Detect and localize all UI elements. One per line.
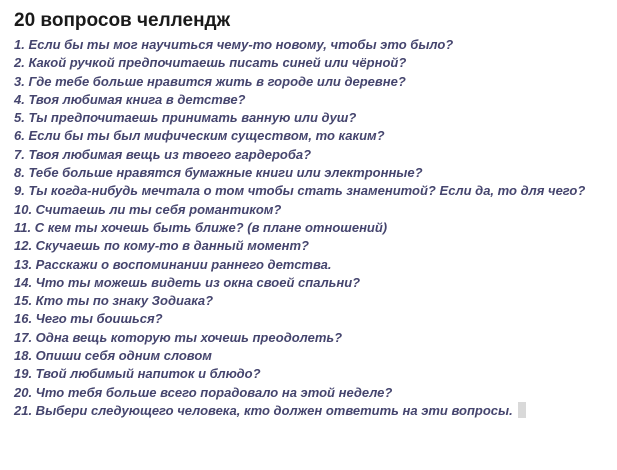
question-text: 6. Если бы ты был мифическим существом, то каким? — [14, 128, 385, 144]
question-list — [14, 36, 610, 420]
question-item — [14, 36, 610, 54]
question-item — [14, 347, 610, 365]
question-item — [14, 127, 610, 145]
question-text: 13. Расскажи о воспоминании раннего детства. — [14, 256, 332, 272]
question-text: 7. Твоя любимая вещь из твоего гардероба? — [14, 146, 312, 162]
document-page — [14, 8, 610, 420]
question-text: 2. Какой ручкой предпочитаешь писать синей или чёрной? — [14, 55, 407, 71]
question-item — [14, 54, 610, 72]
question-text: 14. Что ты можешь видеть из окна своей спальни? — [14, 274, 361, 290]
question-item — [14, 256, 610, 274]
text-cursor — [518, 402, 526, 418]
question-text: 21. Выбери следующего человека, кто должен ответить на эти вопросы. — [14, 402, 513, 418]
question-text: 1. Если бы ты мог научиться чему-то новому, чтобы это было? — [14, 37, 454, 52]
question-text: 19. Твой любимый напиток и блюдо? — [14, 366, 261, 382]
question-text: 5. Ты предпочитаешь принимать ванную или душ? — [14, 110, 357, 126]
question-item — [14, 274, 610, 292]
question-item — [14, 201, 610, 219]
question-item — [14, 292, 610, 310]
question-item — [14, 402, 610, 420]
question-text: 4. Твоя любимая книга в детстве? — [14, 91, 246, 107]
question-item — [14, 329, 610, 347]
question-item — [14, 219, 610, 237]
question-item — [14, 73, 610, 91]
question-item — [14, 91, 610, 109]
question-item — [14, 182, 610, 200]
question-text: 17. Одна вещь которую ты хочешь преодолеть? — [14, 329, 343, 345]
question-text: 3. Где тебе больше нравится жить в городе или деревне? — [14, 73, 406, 89]
question-item — [14, 310, 610, 328]
question-text: 18. Опиши себя одним словом — [14, 348, 212, 364]
question-text: 11. С кем ты хочешь быть ближе? (в плане отношений) — [14, 219, 388, 235]
question-text: 12. Скучаешь по кому-то в данный момент? — [14, 238, 309, 254]
question-item — [14, 146, 610, 164]
document-title: 20 вопросов челлендж — [14, 10, 231, 31]
question-item — [14, 384, 610, 402]
question-text: 8. Тебе больше нравятся бумажные книги или электронные? — [14, 165, 423, 181]
question-text: 16. Чего ты боишься? — [14, 311, 163, 327]
question-text: 15. Кто ты по знаку Зодиака? — [14, 293, 214, 309]
question-text: 9. Ты когда-нибудь мечтала о том чтобы стать знаменитой? Если да, то для чего? — [14, 183, 586, 199]
question-text: 10. Считаешь ли ты себя романтиком? — [14, 201, 282, 217]
question-item — [14, 365, 610, 383]
question-item — [14, 164, 610, 182]
question-item — [14, 109, 610, 127]
question-item — [14, 237, 610, 255]
question-text: 20. Что тебя больше всего порадовало на этой неделе? — [14, 384, 393, 400]
